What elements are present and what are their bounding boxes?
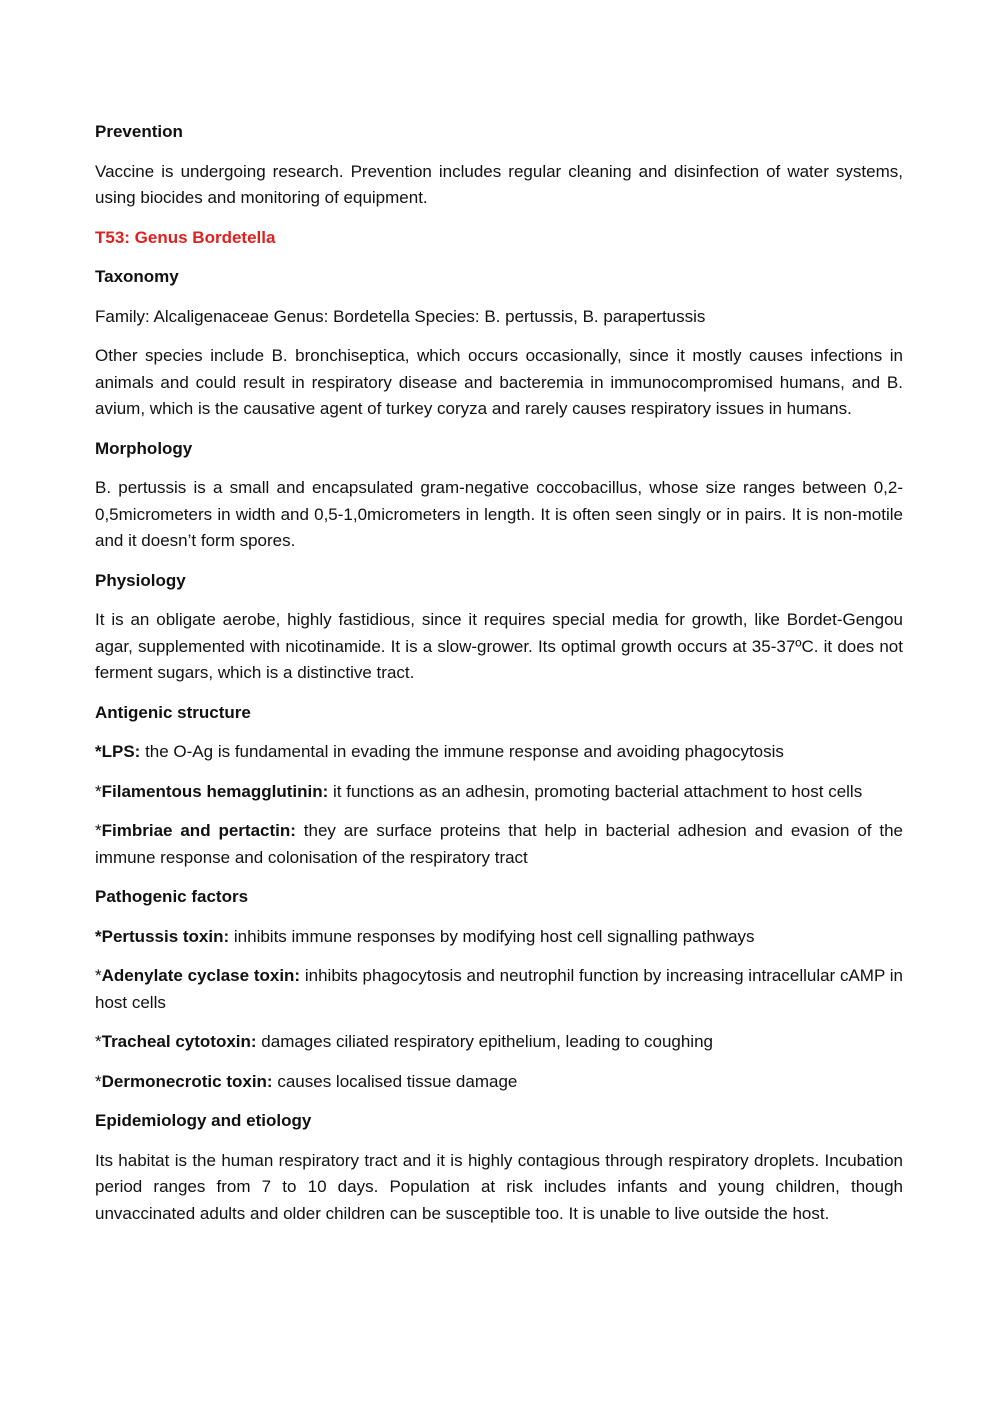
taxonomy-text: Other species include B. bronchiseptica, which occurs occasionally, since it mostly causes infections in animals and could result in respiratory disease and bacteremia in immunocompromised humans, and B. avium, which is the causative agent of turkey coryza and rarely causes respiratory issues in humans. <box>95 346 903 418</box>
antigenic-item-lps <box>95 739 903 766</box>
pathogenic-term: *Pertussis toxin: <box>95 926 230 946</box>
pathogenic-item-tracheal-cytotoxin <box>95 1029 903 1056</box>
pathogenic-desc: inhibits phagocytosis and neutrophil function by increasing intracellular cAMP in host cells <box>95 966 903 1012</box>
pathogenic-heading: Pathogenic factors <box>95 887 249 906</box>
pathogenic-item-adenylate-cyclase-toxin <box>95 963 903 1016</box>
document-page <box>95 119 903 1240</box>
bullet-prefix: * <box>95 1032 102 1051</box>
morphology-text: B. pertussis is a small and encapsulated gram-negative coccobacillus, whose size ranges between 0,2-0,5micrometers in width and 0,5-1,0micrometers in length. It is often seen singly or in pairs. It is non-motile and it doesn’t form spores. <box>95 478 903 550</box>
pathogenic-term: Tracheal cytotoxin: <box>101 1032 257 1051</box>
antigenic-desc: it functions as an adhesin, promoting bacterial attachment to host cells <box>328 781 863 801</box>
pathogenic-desc: inhibits immune responses by modifying host cell signalling pathways <box>229 926 755 946</box>
bullet-prefix: * <box>95 821 102 840</box>
morphology-heading: Morphology <box>95 438 193 458</box>
prevention-text: Vaccine is undergoing research. Prevention includes regular cleaning and disinfection of water systems, using biocides and monitoring of equipment. <box>95 161 903 207</box>
pathogenic-term: Adenylate cyclase toxin: <box>101 966 301 985</box>
taxonomy-heading: Taxonomy <box>95 267 179 286</box>
epidemiology-text: Its habitat is the human respiratory tract and it is highly contagious through respiratory droplets. Incubation period ranges from 7 to 10 days. Population at risk includes infants and young children, though unvaccinated adults and older children can be susceptible too. It is unable to live outside the host. <box>95 1150 903 1223</box>
prevention-heading: Prevention <box>95 122 183 141</box>
antigenic-term: Fimbriae and pertactin: <box>101 821 296 840</box>
pathogenic-item-pertussis-toxin <box>95 924 903 951</box>
bullet-prefix: * <box>95 781 102 801</box>
bullet-prefix: * <box>95 966 102 985</box>
pathogenic-desc: causes localised tissue damage <box>272 1071 518 1091</box>
epidemiology-heading: Epidemiology and etiology <box>95 1111 312 1130</box>
pathogenic-term: Dermonecrotic toxin: <box>101 1071 273 1091</box>
taxonomy-line: Family: Alcaligenaceae Genus: Bordetella Species: B. pertussis, B. parapertussis <box>95 306 706 326</box>
pathogenic-item-dermonecrotic-toxin <box>95 1069 903 1096</box>
antigenic-heading: Antigenic structure <box>95 702 251 722</box>
antigenic-term: Filamentous hemagglutinin: <box>101 781 329 801</box>
physiology-text: It is an obligate aerobe, highly fastidious, since it requires special media for growth, like Bordet-Gengou agar, supplemented with nicotinamide. It is a slow-grower. Its optimal growth occurs at 35-37ºC. it does not ferment sugars, which is a distinctive tract. <box>95 610 903 682</box>
antigenic-item-fimbriae-pertactin <box>95 818 903 871</box>
physiology-heading: Physiology <box>95 570 186 590</box>
antigenic-item-filamentous-hemagglutinin <box>95 779 903 806</box>
bullet-prefix: * <box>95 1071 102 1091</box>
antigenic-desc: the O-Ag is fundamental in evading the immune response and avoiding phagocytosis <box>140 742 784 761</box>
section-title: T53: Genus Bordetella <box>95 227 276 247</box>
antigenic-desc: they are surface proteins that help in bacterial adhesion and evasion of the immune response and colonisation of the respiratory tract <box>95 821 904 867</box>
antigenic-term: *LPS: <box>95 742 141 761</box>
pathogenic-desc: damages ciliated respiratory epithelium, leading to coughing <box>256 1032 713 1051</box>
